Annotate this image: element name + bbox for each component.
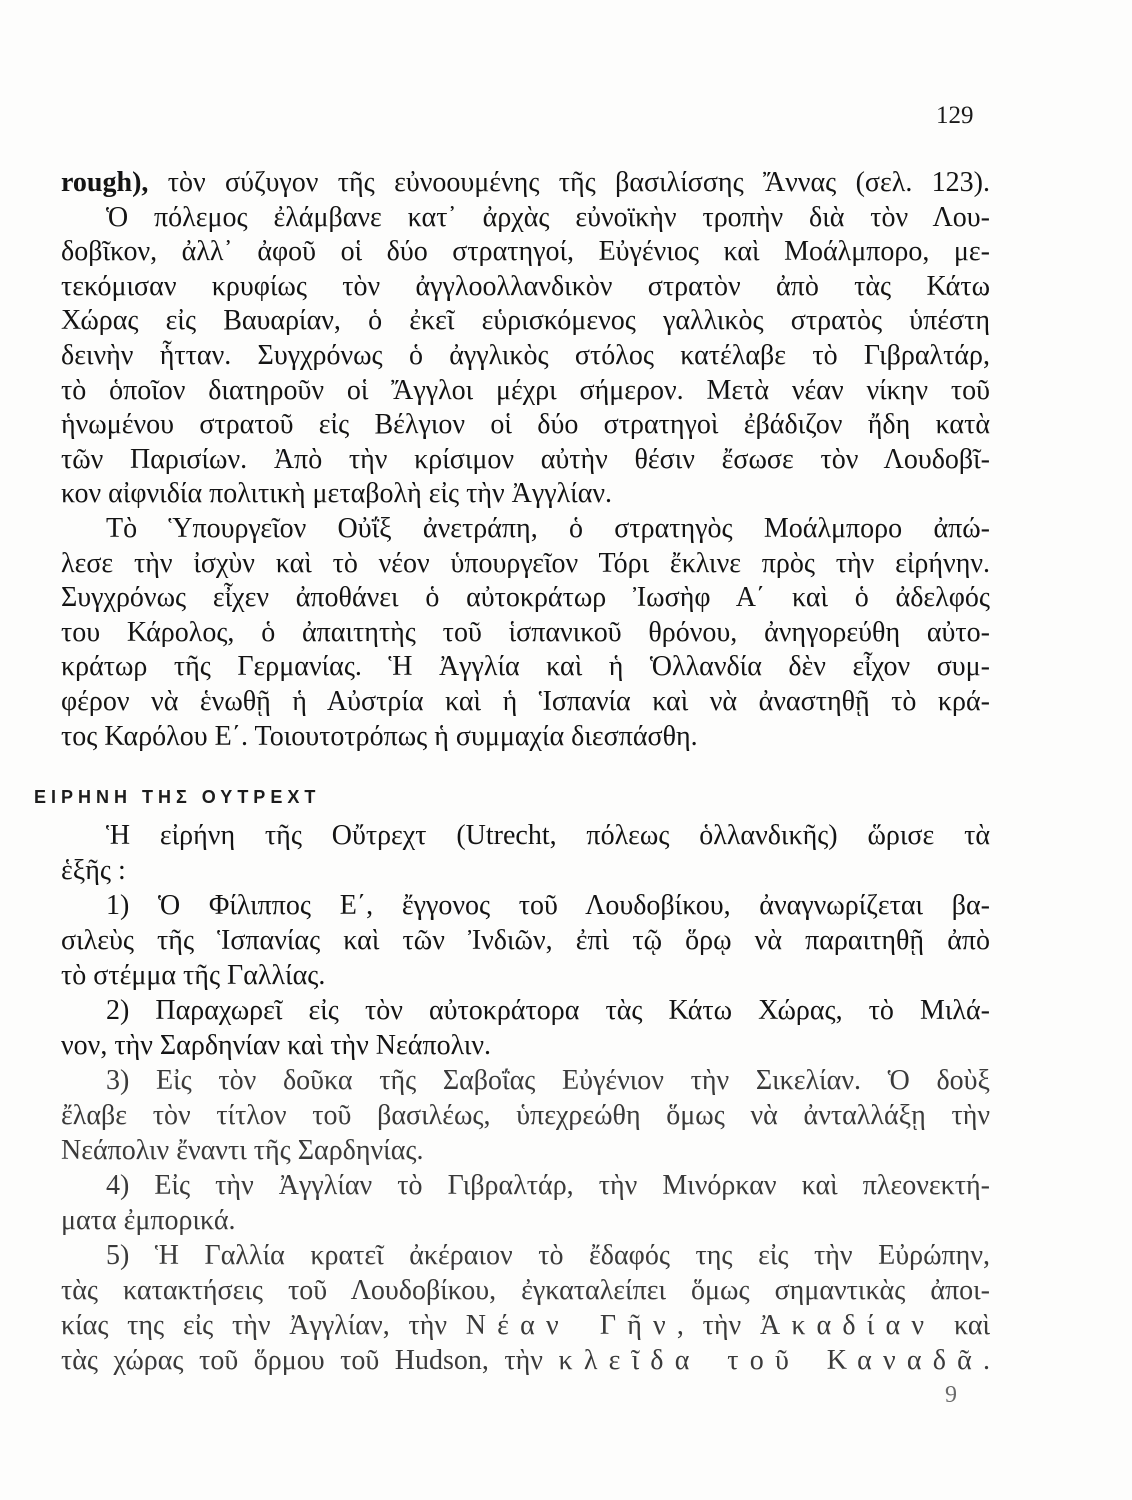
paragraph-end-line: ματα ἐμπορικά. [61,1205,236,1236]
paragraph-end-line: ἑξῆς : [61,855,126,886]
text-line: τὸ ὁποῖον διατηροῦν οἱ Ἄγγλοι μέχρι σήμερον. Μετὰ νέαν νίκην τοῦ [61,374,990,406]
list-item-start-line: 2) Παραχωρεῖ εἰς τὸν αὐτοκράτορα τὰς Κάτω Χώρας, τὸ Μιλά- [106,995,990,1026]
page-number: 129 [936,102,974,129]
text-run: τὰς χώρας τοῦ ὅρμου τοῦ Hudson, τὴν [61,1345,543,1376]
paragraph-end-line: τὸ στέμμα τῆς Γαλλίας. [61,960,326,991]
text-line: φέρον νὰ ἑνωθῇ ἡ Αὐστρία καὶ ἡ Ἱσπανία καὶ νὰ ἀναστηθῇ τὸ κρά- [61,685,990,717]
signature-mark: 9 [945,1382,957,1408]
text-line: δοβῖκον, ἀλλ᾽ ἀφοῦ οἱ δύο στρατηγοί, Εὐγένιος καὶ Μοάλμπορο, με- [61,236,990,268]
text-run: τὸν σύζυγον τῆς εὐνοουμένης τῆς βασιλίσσης Ἄννας (σελ. 123). [167,167,990,198]
text-line: δεινὴν ἧτταν. Συγχρόνως ὁ ἀγγλικὸς στόλος κατέλαβε τὸ Γιβραλτάρ, [61,339,990,371]
paragraph-end-line: Νεάπολιν ἔναντι τῆς Σαρδηνίας. [61,1135,424,1166]
text-run: καὶ [953,1310,991,1341]
paragraph-start-line: Ὁ πόλεμος ἐλάμβανε κατ᾽ ἀρχὰς εὐνοϊκὴν τροπὴν διὰ τὸν Λου- [106,201,990,233]
spaced-emphasis-text: κλεῖδα τοῦ Καναδᾶ [558,1345,984,1376]
main-text-block [61,166,990,754]
text-line: τεκόμισαν κρυφίως τὸν ἀγγλοολλανδικὸν στρατὸν ἀπὸ τὰς Κάτω [61,270,990,302]
spaced-emphasis-text: Νέαν Γῆν [465,1310,677,1341]
paragraph-end-line: τος Καρόλου Ε΄. Τοιουτοτρόπως ἡ συμμαχία διεσπάσθη. [61,720,698,752]
text-line: σιλεὺς τῆς Ἱσπανίας καὶ τῶν Ἰνδιῶν, ἐπὶ τῷ ὅρῳ νὰ παραιτηθῇ ἀπὸ [61,925,990,956]
text-line: λεσε τὴν ἰσχὺν καὶ τὸ νέον ὑπουργεῖον Τόρι ἔκλινε πρὸς τὴν εἰρήνην. [61,547,990,579]
section-heading: ΕΙΡΗΝΗ ΤΗΣ ΟΥΤΡΕΧΤ [34,787,321,807]
text-run: κίας της εἰς τὴν Ἀγγλίαν, τὴν [61,1310,448,1341]
spaced-emphasis-text: Ἀκαδίαν [759,1310,936,1341]
paragraph-end-line: κον αἰφνιδία πολιτικὴ μεταβολὴ εἰς τὴν Ἀγγλίαν. [61,478,613,510]
list-item-start-line: 4) Εἰς τὴν Ἀγγλίαν τὸ Γιβραλτάρ, τὴν Μινόρκαν καὶ πλεονεκτή- [106,1170,990,1201]
paragraph-start-line: Τὸ Ὑπουργεῖον Οὐΐξ ἀνετράπη, ὁ στρατηγὸς Μοάλμπορο ἀπώ- [106,512,990,544]
text-line [61,166,990,201]
text-line: Χώρας εἰς Βαυαρίαν, ὁ ἐκεῖ εὑρισκόμενος γαλλικὸς στρατὸς ὑπέστη [61,305,990,337]
text-run: . [983,1345,991,1376]
text-line: του Κάρολος, ὁ ἀπαιτητὴς τοῦ ἱσπανικοῦ θρόνου, ἀνηγορεύθη αὐτο- [61,616,990,648]
text-line: ἔλαβε τὸν τίτλον τοῦ βασιλέως, ὑπεχρεώθη ὅμως νὰ ἀνταλλάξῃ τὴν [61,1100,990,1131]
bold-text-run: rough), [61,167,149,198]
text-line [61,1308,990,1343]
text-line [61,1343,990,1378]
text-line: κράτωρ τῆς Γερμανίας. Ἡ Ἀγγλία καὶ ἡ Ὁλλανδία δὲν εἶχον συμ- [61,651,990,683]
text-line: τὰς κατακτήσεις τοῦ Λουδοβίκου, ἐγκαταλείπει ὅμως σημαντικὰς ἀποι- [61,1275,990,1306]
list-item-start-line: 1) Ὁ Φίλιππος Ε΄, ἔγγονος τοῦ Λουδοβίκου, ἀναγνωρίζεται βα- [106,890,990,921]
paragraph-end-line: νον, τὴν Σαρδηνίαν καὶ τὴν Νεάπολιν. [61,1030,492,1061]
text-line: Συγχρόνως εἶχεν ἀποθάνει ὁ αὐτοκράτωρ Ἰωσὴφ Α΄ καὶ ὁ ἀδελφός [61,582,990,614]
text-run: , τὴν [676,1310,742,1341]
peace-of-utrecht-text-block [61,818,990,1378]
text-line: τῶν Παρισίων. Ἀπὸ τὴν κρίσιμον αὐτὴν θέσιν ἔσωσε τὸν Λουδοβῖ- [61,443,990,475]
text-line: ἡνωμένου στρατοῦ εἰς Βέλγιον οἱ δύο στρατηγοὶ ἐβάδιζον ἤδη κατὰ [61,409,990,441]
paragraph-start-line: Ἡ εἰρήνη τῆς Οὔτρεχτ (Utrecht, πόλεως ὁλλανδικῆς) ὥρισε τὰ [106,820,990,851]
list-item-start-line: 5) Ἡ Γαλλία κρατεῖ ἀκέραιον τὸ ἔδαφός της εἰς τὴν Εὐρώπην, [106,1240,990,1271]
list-item-start-line: 3) Εἰς τὸν δοῦκα τῆς Σαβοΐας Εὐγένιον τὴν Σικελίαν. Ὁ δοὺξ [106,1065,990,1096]
